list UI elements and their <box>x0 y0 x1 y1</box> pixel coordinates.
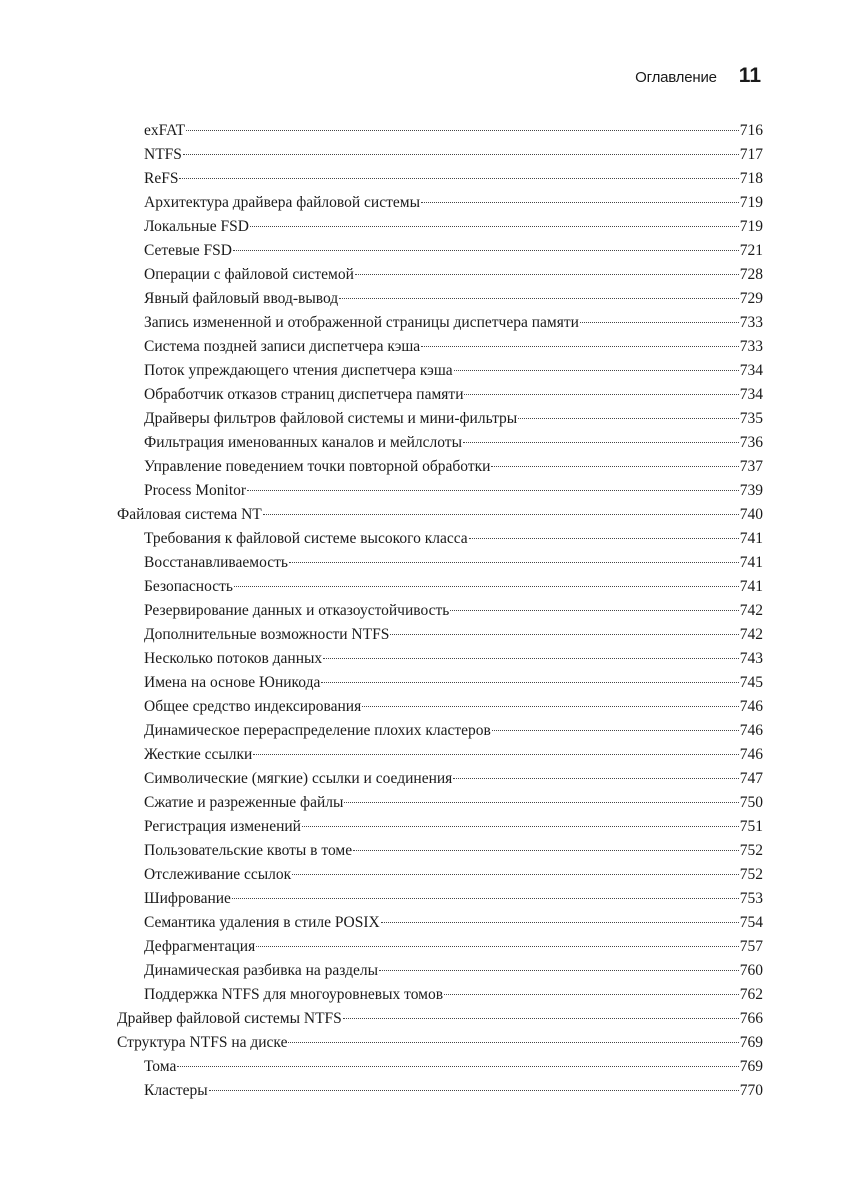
toc-section-entry[interactable] <box>117 503 763 527</box>
toc-subsection-entry[interactable] <box>117 335 763 359</box>
toc-entry-title: Безопасность <box>144 578 233 595</box>
toc-entry-page: 717 <box>739 146 763 163</box>
toc-subsection-entry[interactable] <box>117 431 763 455</box>
toc-entry-page: 716 <box>739 122 763 139</box>
toc-entry-title: Драйвер файловой системы NTFS <box>117 1010 342 1027</box>
toc-subsection-entry[interactable] <box>117 1055 763 1079</box>
toc-entry-title: Восстанавливаемость <box>144 554 288 571</box>
dot-leader <box>469 537 739 539</box>
toc-subsection-entry[interactable] <box>117 287 763 311</box>
toc-subsection-entry[interactable] <box>117 791 763 815</box>
toc-entry-page: 719 <box>739 194 763 211</box>
dot-leader <box>491 465 738 467</box>
table-of-contents <box>117 119 763 1103</box>
dot-leader <box>580 321 739 323</box>
toc-entry-page: 766 <box>739 1010 763 1027</box>
toc-entry-page: 729 <box>739 290 763 307</box>
dot-leader <box>353 849 739 851</box>
toc-entry-title: Шифрование <box>144 890 231 907</box>
toc-entry-page: 762 <box>739 986 763 1003</box>
toc-entry-page: 734 <box>739 386 763 403</box>
toc-entry-page: 769 <box>739 1058 763 1075</box>
toc-entry-title: Явный файловый ввод-вывод <box>144 290 339 307</box>
dot-leader <box>355 273 739 275</box>
toc-subsection-entry[interactable] <box>117 479 763 503</box>
toc-entry-title: Управление поведением точки повторной обработки <box>144 458 491 475</box>
toc-subsection-entry[interactable] <box>117 263 763 287</box>
toc-entry-page: 751 <box>739 818 763 835</box>
dot-leader <box>250 225 739 227</box>
dot-leader <box>263 513 739 515</box>
dot-leader <box>390 633 738 635</box>
toc-entry-title: Общее средство индексирования <box>144 698 362 715</box>
toc-entry-title: Система поздней записи диспетчера кэша <box>144 338 421 355</box>
toc-entry-page: 746 <box>739 722 763 739</box>
toc-entry-page: 747 <box>739 770 763 787</box>
toc-entry-page: 734 <box>739 362 763 379</box>
page-number: 11 <box>738 64 761 87</box>
toc-entry-title: Требования к файловой системе высокого класса <box>144 530 468 547</box>
dot-leader <box>183 153 739 155</box>
toc-entry-title: Поток упреждающего чтения диспетчера кэша <box>144 362 453 379</box>
toc-entry-title: ReFS <box>144 170 179 187</box>
toc-entry-page: 741 <box>739 530 763 547</box>
toc-entry-title: Регистрация изменений <box>144 818 301 835</box>
dot-leader <box>379 969 739 971</box>
toc-subsection-entry[interactable] <box>117 767 763 791</box>
dot-leader <box>321 681 738 683</box>
toc-entry-page: 735 <box>739 410 763 427</box>
toc-entry-page: 769 <box>739 1034 763 1051</box>
toc-entry-title: Отслеживание ссылок <box>144 866 292 883</box>
dot-leader <box>289 561 739 563</box>
toc-subsection-entry[interactable] <box>117 215 763 239</box>
toc-subsection-entry[interactable] <box>117 143 763 167</box>
toc-entry-title: Дополнительные возможности NTFS <box>144 626 390 643</box>
toc-entry-title: Кластеры <box>144 1082 208 1099</box>
dot-leader <box>302 825 739 827</box>
toc-entry-title: Резервирование данных и отказоустойчивость <box>144 602 450 619</box>
toc-entry-page: 733 <box>739 314 763 331</box>
toc-subsection-entry[interactable] <box>117 311 763 335</box>
dot-leader <box>450 609 738 611</box>
toc-subsection-entry[interactable] <box>117 119 763 143</box>
toc-entry-title: Семантика удаления в стиле POSIX <box>144 914 380 931</box>
toc-subsection-entry[interactable] <box>117 815 763 839</box>
toc-entry-title: Архитектура драйвера файловой системы <box>144 194 420 211</box>
dot-leader <box>323 657 739 659</box>
toc-entry-page: 741 <box>739 578 763 595</box>
toc-subsection-entry[interactable] <box>117 191 763 215</box>
toc-entry-title: Динамическая разбивка на разделы <box>144 962 379 979</box>
running-header-title: Оглавление <box>635 69 717 86</box>
toc-section-entry[interactable] <box>117 1007 763 1031</box>
dot-leader <box>247 489 739 491</box>
dot-leader <box>381 921 739 923</box>
toc-entry-page: 746 <box>739 698 763 715</box>
toc-subsection-entry[interactable] <box>117 887 763 911</box>
toc-subsection-entry[interactable] <box>117 575 763 599</box>
dot-leader <box>421 201 739 203</box>
toc-entry-title: Дефрагментация <box>144 938 256 955</box>
dot-leader <box>463 441 739 443</box>
toc-entry-title: Операции с файловой системой <box>144 266 354 283</box>
dot-leader <box>179 177 738 179</box>
dot-leader <box>492 729 739 731</box>
toc-entry-page: 741 <box>739 554 763 571</box>
toc-entry-page: 743 <box>739 650 763 667</box>
toc-subsection-entry[interactable] <box>117 647 763 671</box>
dot-leader <box>454 369 739 371</box>
toc-entry-title: exFAT <box>144 122 186 139</box>
toc-entry-page: 760 <box>739 962 763 979</box>
toc-subsection-entry[interactable] <box>117 911 763 935</box>
toc-subsection-entry[interactable] <box>117 935 763 959</box>
toc-entry-title: Поддержка NTFS для многоуровневых томов <box>144 986 444 1003</box>
dot-leader <box>444 993 739 995</box>
page-header <box>635 64 761 88</box>
toc-entry-title: Process Monitor <box>144 482 247 499</box>
toc-entry-page: 753 <box>739 890 763 907</box>
dot-leader <box>339 297 739 299</box>
toc-entry-page: 739 <box>739 482 763 499</box>
dot-leader <box>253 753 738 755</box>
toc-subsection-entry[interactable] <box>117 551 763 575</box>
dot-leader <box>344 801 738 803</box>
toc-entry-page: 728 <box>739 266 763 283</box>
toc-subsection-entry[interactable] <box>117 239 763 263</box>
toc-entry-page: 752 <box>739 842 763 859</box>
toc-entry-title: Тома <box>144 1058 177 1075</box>
toc-entry-title: Несколько потоков данных <box>144 650 323 667</box>
toc-entry-title: Пользовательские квоты в томе <box>144 842 353 859</box>
dot-leader <box>292 873 739 875</box>
toc-entry-title: Обработчик отказов страниц диспетчера памяти <box>144 386 464 403</box>
toc-entry-page: 745 <box>739 674 763 691</box>
toc-subsection-entry[interactable] <box>117 839 763 863</box>
toc-entry-page: 770 <box>739 1082 763 1099</box>
toc-entry-page: 746 <box>739 746 763 763</box>
toc-entry-page: 721 <box>739 242 763 259</box>
toc-subsection-entry[interactable] <box>117 407 763 431</box>
toc-subsection-entry[interactable] <box>117 1079 763 1103</box>
toc-entry-page: 740 <box>739 506 763 523</box>
toc-entry-page: 750 <box>739 794 763 811</box>
dot-leader <box>234 585 739 587</box>
toc-entry-title: Файловая система NT <box>117 506 262 523</box>
toc-subsection-entry[interactable] <box>117 719 763 743</box>
dot-leader <box>233 249 739 251</box>
toc-entry-page: 733 <box>739 338 763 355</box>
toc-subsection-entry[interactable] <box>117 455 763 479</box>
toc-entry-page: 742 <box>739 626 763 643</box>
toc-entry-page: 742 <box>739 602 763 619</box>
toc-entry-title: Динамическое перераспределение плохих кластеров <box>144 722 491 739</box>
toc-subsection-entry[interactable] <box>117 623 763 647</box>
toc-section-entry[interactable] <box>117 1031 763 1055</box>
toc-subsection-entry[interactable] <box>117 863 763 887</box>
dot-leader <box>186 129 739 131</box>
dot-leader <box>256 945 739 947</box>
toc-subsection-entry[interactable] <box>117 599 763 623</box>
dot-leader <box>464 393 738 395</box>
dot-leader <box>343 1017 739 1019</box>
toc-entry-title: Жесткие ссылки <box>144 746 253 763</box>
toc-entry-title: Имена на основе Юникода <box>144 674 321 691</box>
toc-subsection-entry[interactable] <box>117 959 763 983</box>
toc-entry-title: NTFS <box>144 146 182 163</box>
toc-subsection-entry[interactable] <box>117 983 763 1007</box>
toc-subsection-entry[interactable] <box>117 671 763 695</box>
toc-entry-page: 736 <box>739 434 763 451</box>
toc-subsection-entry[interactable] <box>117 527 763 551</box>
toc-subsection-entry[interactable] <box>117 695 763 719</box>
dot-leader <box>453 777 738 779</box>
dot-leader <box>518 417 739 419</box>
dot-leader <box>209 1089 739 1091</box>
toc-subsection-entry[interactable] <box>117 359 763 383</box>
toc-entry-page: 754 <box>739 914 763 931</box>
toc-entry-page: 737 <box>739 458 763 475</box>
toc-entry-page: 718 <box>739 170 763 187</box>
toc-entry-page: 719 <box>739 218 763 235</box>
toc-entry-title: Фильтрация именованных каналов и мейлслоты <box>144 434 462 451</box>
toc-entry-title: Символические (мягкие) ссылки и соединения <box>144 770 453 787</box>
dot-leader <box>177 1065 738 1067</box>
dot-leader <box>288 1041 738 1043</box>
toc-entry-page: 757 <box>739 938 763 955</box>
toc-entry-title: Структура NTFS на диске <box>117 1034 288 1051</box>
toc-subsection-entry[interactable] <box>117 743 763 767</box>
toc-entry-page: 752 <box>739 866 763 883</box>
dot-leader <box>421 345 739 347</box>
toc-entry-title: Локальные FSD <box>144 218 249 235</box>
toc-subsection-entry[interactable] <box>117 167 763 191</box>
dot-leader <box>232 897 739 899</box>
toc-entry-title: Запись измененной и отображенной страницы диспетчера памяти <box>144 314 579 331</box>
toc-entry-title: Сетевые FSD <box>144 242 232 259</box>
toc-entry-title: Драйверы фильтров файловой системы и мини-фильтры <box>144 410 518 427</box>
toc-subsection-entry[interactable] <box>117 383 763 407</box>
dot-leader <box>362 705 739 707</box>
toc-entry-title: Сжатие и разреженные файлы <box>144 794 344 811</box>
